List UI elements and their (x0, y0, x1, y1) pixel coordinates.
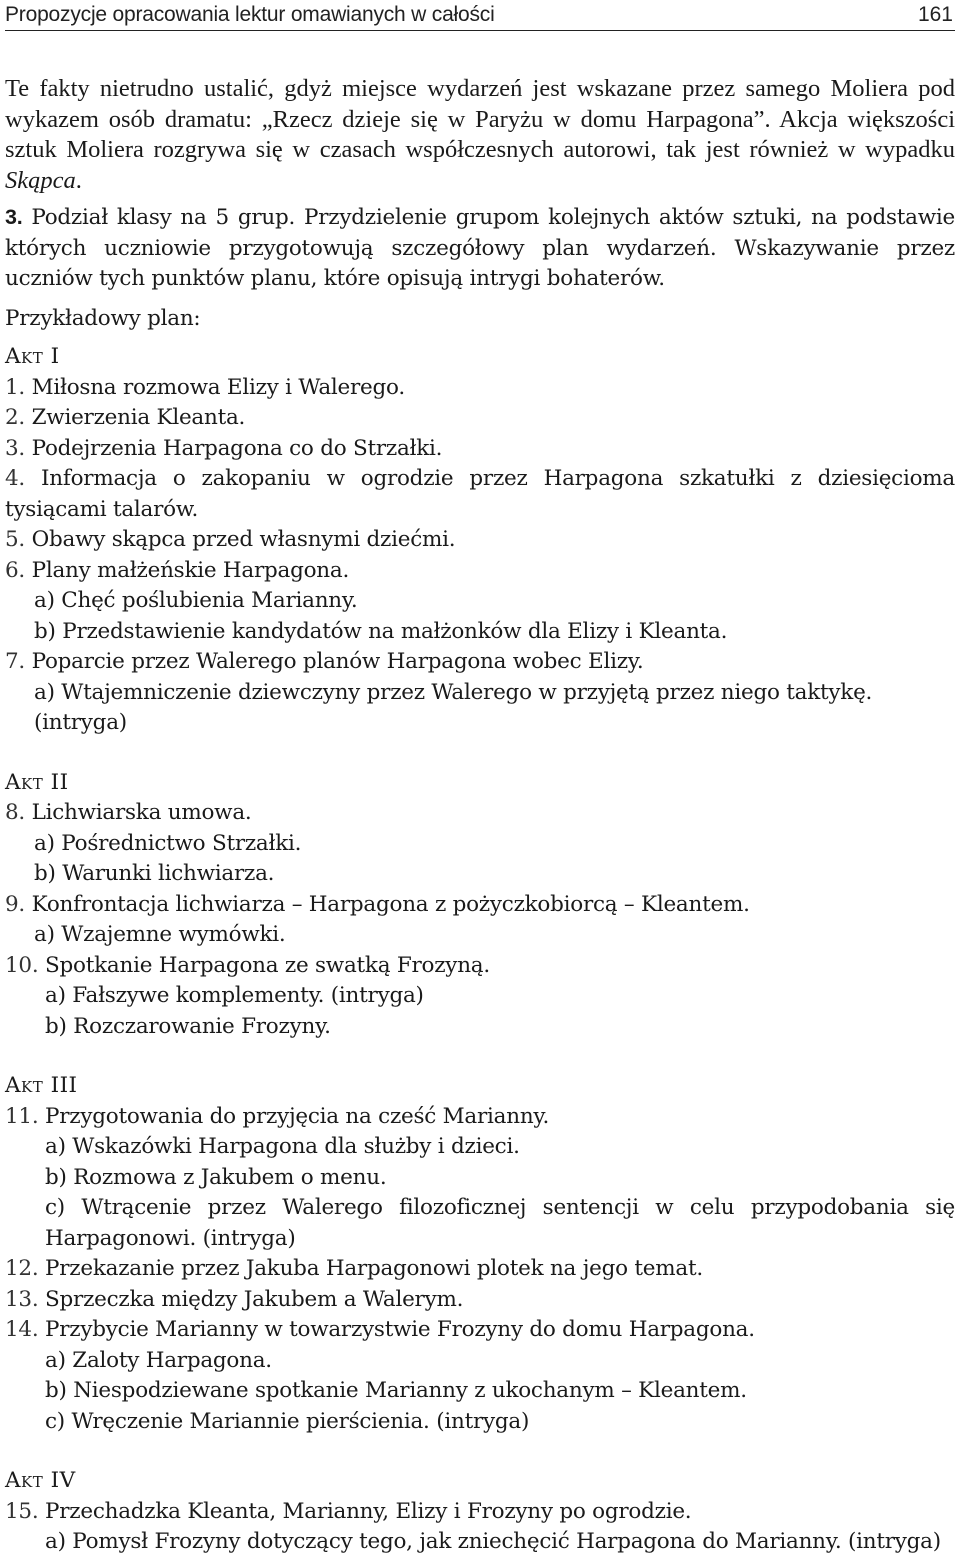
plan-item-text: Przechadzka Kleanta, Marianny, Elizy i Frozyny po ogrodzie. (45, 1498, 692, 1524)
plan-item-text: Przybycie Marianny w towarzystwie Frozyny do domu Harpagona. (45, 1317, 755, 1342)
plan-item (5, 1497, 955, 1528)
plan-item (5, 556, 955, 587)
plan-subitem: a) Pośrednictwo Strzałki. (34, 830, 302, 856)
plan-subitem: a) Wtajemniczenie dziewczyny przez Walerego w przyjętą przez niego taktykę. (intryga) (34, 679, 873, 735)
plan-item-number: 13. (5, 1286, 39, 1312)
plan-item-text: Przekazanie przez Jakuba Harpagonowi plotek na jego temat. (45, 1256, 703, 1281)
page-number: 161 (917, 3, 953, 26)
plan-item-number: 15. (5, 1498, 39, 1524)
plan-subitem: a) Pomysł Frozyny dotyczący tego, jak zniechęcić Harpagona do Marianny. (intryga) (45, 1529, 941, 1554)
plan-item (5, 647, 955, 678)
plan-subitem: a) Chęć poślubienia Marianny. (34, 588, 358, 613)
plan-item-text: Zwierzenia Kleanta. (31, 405, 246, 430)
plan-item-text: Konfrontacja lichwiarza – Harpagona z pożyczkobiorcą – Kleantem. (31, 891, 750, 917)
plan-item-number: 3. (5, 435, 26, 461)
intro-text: Te fakty nietrudno ustalić, gdyż miejsce wydarzeń jest wskazane przez samego Moliera pod wykazem osób dramatu: „Rzecz dzieje się w Paryżu w domu Harpagona”. Akcja większości sztuk Moliera rozgrywa się w czasach współczesnych autorowi, tak jest również w wypadku (5, 75, 955, 163)
plan-item-number: 8. (5, 800, 26, 825)
plan-item-number: 4. (5, 466, 26, 491)
plan-item-number: 12. (5, 1256, 39, 1281)
plan-item (5, 403, 955, 434)
plan-item (5, 951, 955, 982)
plan-subitem: b) Rozmowa z Jakubem o menu. (45, 1164, 387, 1190)
plan-item-number: 10. (5, 952, 39, 978)
act-2-section (5, 768, 955, 1043)
plan-item (5, 1102, 955, 1133)
plan-subitem: b) Warunki lichwiarza. (34, 861, 275, 886)
plan-item (5, 1285, 955, 1316)
plan-subitem: a) Fałszywe komplementy. (intryga) (45, 983, 424, 1008)
act-1-section (5, 342, 955, 739)
act-4-section (5, 1466, 955, 1558)
act-3-section (5, 1071, 955, 1437)
running-header (5, 0, 955, 31)
section-3-paragraph (5, 202, 955, 295)
plan-item-text: Miłosna rozmowa Elizy i Walerego. (31, 374, 405, 400)
intro-italic-title: Skąpca (5, 166, 76, 194)
plan-item (5, 798, 955, 829)
section-3-text: Podział klasy na 5 grup. Przydzielenie grupom kolejnych aktów sztuki, na podstawie których uczniowie przygotowują szczegółowy plan wydarzeń. Wskazywanie przez uczniów tych punktów planu, które opisują intrygi bohaterów. (5, 205, 955, 291)
plan-item-number: 1. (5, 374, 26, 400)
intro-end: . (75, 166, 82, 194)
plan-item-number: 14. (5, 1317, 39, 1342)
header-title: Propozycje opracowania lektur omawianych w całości (5, 3, 495, 26)
plan-item-text: Przygotowania do przyjęcia na cześć Marianny. (45, 1103, 550, 1129)
act-2-title: Akt II (5, 769, 69, 795)
plan-item-text: Obawy skąpca przed własnymi dziećmi. (31, 527, 456, 552)
plan-item-number: 5. (5, 527, 26, 552)
plan-item-text: Plany małżeńskie Harpagona. (31, 557, 350, 583)
plan-item (5, 464, 955, 525)
plan-subitem: b) Niespodziewane spotkanie Marianny z ukochanym – Kleantem. (45, 1378, 747, 1403)
plan-item-number: 7. (5, 649, 26, 674)
plan-item (5, 1254, 955, 1285)
intro-paragraph (5, 74, 955, 196)
plan-item-text: Informacja o zakopaniu w ogrodzie przez Harpagona szkatułki z dziesięcioma tysiącami talarów. (5, 466, 955, 522)
plan-label: Przykładowy plan: (5, 305, 201, 331)
act-4-title: Akt IV (5, 1468, 76, 1493)
plan-item-number: 9. (5, 891, 26, 917)
plan-subitem: c) Wtrącenie przez Walerego filozoficznej sentencji w celu przypodobania się Harpagonowi. (intryga) (45, 1195, 955, 1251)
section-3-number: 3. (5, 205, 23, 229)
plan-item (5, 1315, 955, 1346)
plan-item-text: Sprzeczka między Jakubem a Walerym. (45, 1286, 464, 1312)
plan-item-text: Poparcie przez Walerego planów Harpagona wobec Elizy. (31, 649, 644, 674)
act-3-title: Akt III (5, 1073, 78, 1098)
plan-subitem: a) Wskazówki Harpagona dla służby i dzieci. (45, 1134, 520, 1159)
plan-item (5, 525, 955, 556)
plan-item (5, 373, 955, 404)
plan-subitem: a) Wzajemne wymówki. (34, 922, 286, 947)
plan-item-text: Lichwiarska umowa. (31, 800, 252, 825)
plan-subitem: b) Rozczarowanie Frozyny. (45, 1013, 331, 1039)
act-1-title: Akt I (5, 344, 60, 369)
plan-item-number: 11. (5, 1103, 39, 1129)
plan-item (5, 434, 955, 465)
plan-item-number: 6. (5, 557, 26, 583)
plan-subitem: c) Wręczenie Mariannie pierścienia. (intryga) (45, 1408, 530, 1434)
plan-item-number: 2. (5, 405, 26, 430)
plan-item-text: Podejrzenia Harpagona co do Strzałki. (31, 435, 443, 461)
plan-item-text: Spotkanie Harpagona ze swatką Frozyną. (45, 952, 490, 978)
plan-item (5, 890, 955, 921)
plan-subitem: b) Przedstawienie kandydatów na małżonków dla Elizy i Kleanta. (34, 618, 728, 644)
plan-subitem: a) Zaloty Harpagona. (45, 1347, 272, 1373)
